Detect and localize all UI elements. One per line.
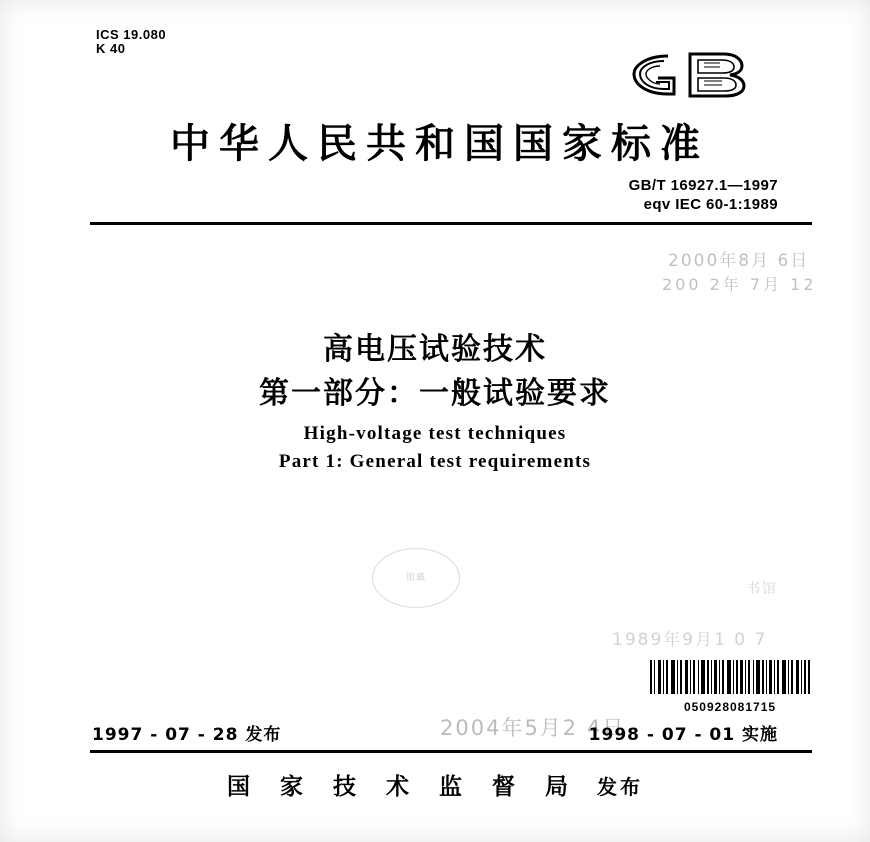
publisher-verb: 发布 (597, 775, 644, 799)
barcode (650, 660, 810, 714)
library-seal-icon: 馆藏 (372, 548, 460, 608)
header-divider (90, 222, 812, 225)
publisher-name: 国 家 技 术 监 督 局 (226, 774, 580, 800)
barcode-bars (650, 660, 810, 694)
ccs-code: K 40 (96, 41, 126, 56)
archive-stamp-middle: 2004年5月2 4日 (440, 716, 626, 740)
document-title-cn-line1: 高电压试验技术 (323, 332, 547, 367)
standard-number: GB/T 16927.1—1997 (628, 177, 778, 194)
archive-stamp-2: 200 2年 7月 12 (662, 275, 817, 294)
gb-emblem-icon (612, 42, 772, 104)
document-title-en (0, 420, 870, 476)
document-title-en-line1: High-voltage test techniques (303, 423, 567, 444)
footer-divider (90, 750, 812, 753)
national-standard-title: 中华人民共和国国家标准 (170, 121, 709, 167)
ics-classification (96, 28, 166, 56)
standard-equivalence: eqv IEC 60-1:1989 (643, 196, 778, 213)
document-title-cn (0, 328, 870, 416)
ics-code: ICS 19.080 (96, 27, 167, 42)
implementation-date: 1998 - 07 - 01 实施 (588, 725, 778, 745)
barcode-number: 050928081715 (683, 700, 777, 714)
archive-stamp-1: 2000年8月 6日 (668, 251, 810, 271)
publisher-line (0, 768, 870, 801)
document-title-en-line2: Part 1: General test requirements (278, 451, 592, 472)
document-title-cn-line2: 第一部分：一般试验要求 (259, 376, 611, 411)
issue-date: 1997 - 07 - 28 发布 (92, 725, 282, 745)
archive-stamp-3: 1989年9月1 0 7 (612, 630, 768, 650)
archive-stamp-side: 书馆 (746, 581, 778, 597)
standard-number-block (629, 176, 778, 214)
